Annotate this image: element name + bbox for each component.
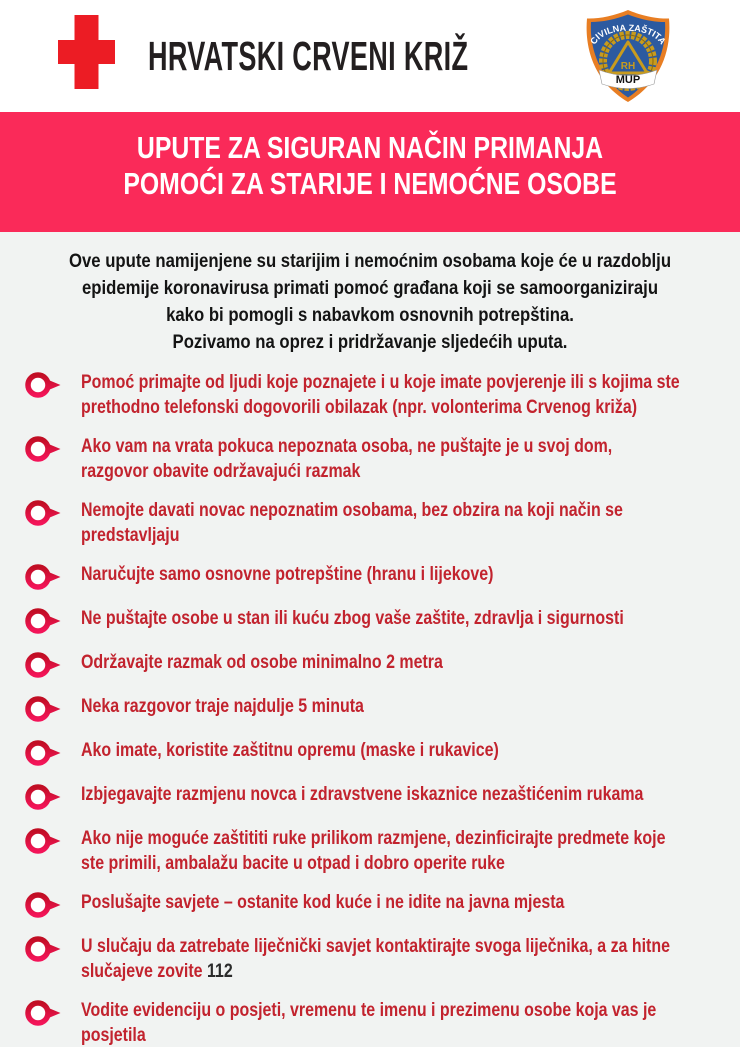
instruction-line-text: Ako imate, koristite zaštitnu opremu (maske i rukavice) bbox=[81, 740, 499, 761]
instruction-line bbox=[81, 694, 364, 719]
instruction-line-text: Održavajte razmak od osobe minimalno 2 metra bbox=[81, 652, 443, 673]
badge-rh-label: RH bbox=[620, 61, 636, 72]
instruction-line-text: Nemojte davati novac nepoznatim osobama, bez obzira na koji način se bbox=[81, 500, 623, 521]
instruction-line-text: U slučaju da zatrebate liječnički savjet kontaktirajte svoga liječnika, a za hitne bbox=[81, 936, 670, 957]
instruction-item bbox=[25, 826, 740, 876]
bullet-pin-icon bbox=[25, 562, 61, 592]
instruction-line bbox=[81, 523, 623, 548]
instruction-item bbox=[25, 890, 740, 920]
instruction-text bbox=[81, 498, 726, 548]
bullet-pin-icon bbox=[25, 998, 61, 1028]
instruction-line bbox=[81, 370, 680, 395]
instruction-item bbox=[25, 606, 740, 636]
instruction-line-text: Naručujte samo osnovne potrepštine (hranu i lijekove) bbox=[81, 564, 494, 585]
red-cross-icon bbox=[58, 15, 115, 89]
intro-line: Ove upute namijenjene su starijim i nemoćnim osobama koje će u razdoblju bbox=[68, 251, 672, 272]
banner-title-line2: POMOĆI ZA STARIJE I NEMOĆNE OSOBE bbox=[123, 166, 617, 201]
bullet-pin-icon bbox=[25, 890, 61, 920]
instruction-line-text: ste primili, ambalažu bacite u otpad i dobro operite ruke bbox=[81, 853, 505, 874]
instruction-text bbox=[81, 826, 740, 876]
instruction-text bbox=[81, 434, 713, 484]
instruction-line bbox=[81, 738, 499, 763]
instruction-item bbox=[25, 650, 740, 680]
instruction-item bbox=[25, 434, 740, 484]
instruction-item bbox=[25, 694, 740, 724]
instruction-line bbox=[81, 498, 623, 523]
bullet-pin-icon bbox=[25, 694, 61, 724]
badge-mup-label: MUP bbox=[615, 74, 641, 86]
instruction-line bbox=[81, 434, 612, 459]
title-banner bbox=[0, 112, 740, 232]
instruction-line-text: Neka razgovor traje najdulje 5 minuta bbox=[81, 696, 364, 717]
header bbox=[0, 0, 740, 112]
instruction-item bbox=[25, 934, 740, 984]
instruction-line-text: Ako nije moguće zaštititi ruke prilikom razmjene, dezinficirajte predmete koje bbox=[81, 828, 666, 849]
instruction-line-text: Vodite evidenciju o posjeti, vremenu te imenu i prezimenu osobe koja vas je bbox=[81, 1000, 657, 1021]
instruction-text bbox=[81, 890, 657, 915]
instruction-line-text: slučajeve zovite bbox=[81, 961, 207, 982]
instruction-item bbox=[25, 562, 740, 592]
bullet-pin-icon bbox=[25, 370, 61, 400]
instruction-line-text: predstavljaju bbox=[81, 525, 180, 546]
instruction-line bbox=[81, 998, 656, 1023]
instruction-line-text: razgovor obavite održavajući razmak bbox=[81, 461, 361, 482]
organization-title-text: HRVATSKI CRVENI KRIŽ bbox=[148, 32, 469, 79]
instruction-item bbox=[25, 782, 740, 812]
bullet-pin-icon bbox=[25, 826, 61, 856]
banner-title-line1: UPUTE ZA SIGURAN NAČIN PRIMANJA bbox=[136, 130, 604, 165]
instruction-line bbox=[81, 959, 670, 984]
instruction-line-text: prethodno telefonski dogovorili obilazak (npr. volonterima Crvenog križa) bbox=[81, 397, 638, 418]
bullet-pin-icon bbox=[25, 650, 61, 680]
civil-protection-badge-icon bbox=[584, 9, 672, 103]
intro-line: epidemije koronavirusa primati pomoć građana koji se samoorganiziraju bbox=[81, 278, 659, 299]
instruction-item bbox=[25, 998, 740, 1047]
instruction-text bbox=[81, 606, 727, 631]
instruction-line bbox=[81, 934, 670, 959]
bullet-pin-icon bbox=[25, 782, 61, 812]
badge-top-label: CIVILNA ZAŠTITA bbox=[588, 22, 668, 47]
bullet-pin-icon bbox=[25, 434, 61, 464]
instruction-line-text: Ne puštajte osobe u stan ili kuću zbog vaše zaštite, zdravlja i sigurnosti bbox=[81, 608, 624, 629]
instruction-text bbox=[81, 998, 740, 1047]
instruction-text bbox=[81, 562, 572, 587]
bullet-pin-icon bbox=[25, 606, 61, 636]
instruction-item bbox=[25, 498, 740, 548]
intro-line: kako bi pomogli s nabavkom osnovnih potrepština. bbox=[166, 305, 574, 326]
instruction-text bbox=[81, 370, 740, 420]
bullet-pin-icon bbox=[25, 934, 61, 964]
instruction-line bbox=[81, 890, 564, 915]
instruction-text bbox=[81, 934, 740, 984]
instruction-text bbox=[81, 650, 512, 675]
instruction-line-text: Poslušajte savjete – ostanite kod kuće i ne idite na javna mjesta bbox=[81, 892, 565, 913]
instruction-line-text: Ako vam na vrata pokuca nepoznata osoba, ne puštajte je u svoj dom, bbox=[81, 436, 613, 457]
intro-paragraph bbox=[0, 248, 740, 356]
instruction-line bbox=[81, 395, 680, 420]
instruction-line bbox=[81, 782, 643, 807]
instruction-item bbox=[25, 370, 740, 420]
emergency-number: 112 bbox=[206, 961, 233, 982]
bullet-pin-icon bbox=[25, 738, 61, 768]
instruction-list bbox=[0, 370, 740, 1047]
intro-line: Pozivamo na oprez i pridržavanje sljedećih uputa. bbox=[172, 332, 568, 353]
instruction-line bbox=[81, 606, 624, 631]
instruction-line bbox=[81, 650, 443, 675]
instruction-line bbox=[81, 1023, 656, 1047]
instruction-line bbox=[81, 851, 665, 876]
organization-title bbox=[148, 0, 636, 112]
instruction-text bbox=[81, 738, 578, 763]
instruction-text bbox=[81, 694, 418, 719]
instruction-line-text: Pomoć primajte od ljudi koje poznajete i u koje imate povjerenje ili s kojima ste bbox=[81, 372, 680, 393]
instruction-line bbox=[81, 459, 612, 484]
instruction-text bbox=[81, 782, 740, 807]
instruction-line bbox=[81, 562, 493, 587]
instruction-item bbox=[25, 738, 740, 768]
instruction-line bbox=[81, 826, 665, 851]
instruction-line-text: posjetila bbox=[81, 1025, 146, 1046]
bullet-pin-icon bbox=[25, 498, 61, 528]
instruction-line-text: Izbjegavajte razmjenu novca i zdravstvene iskaznice nezaštićenim rukama bbox=[81, 784, 644, 805]
